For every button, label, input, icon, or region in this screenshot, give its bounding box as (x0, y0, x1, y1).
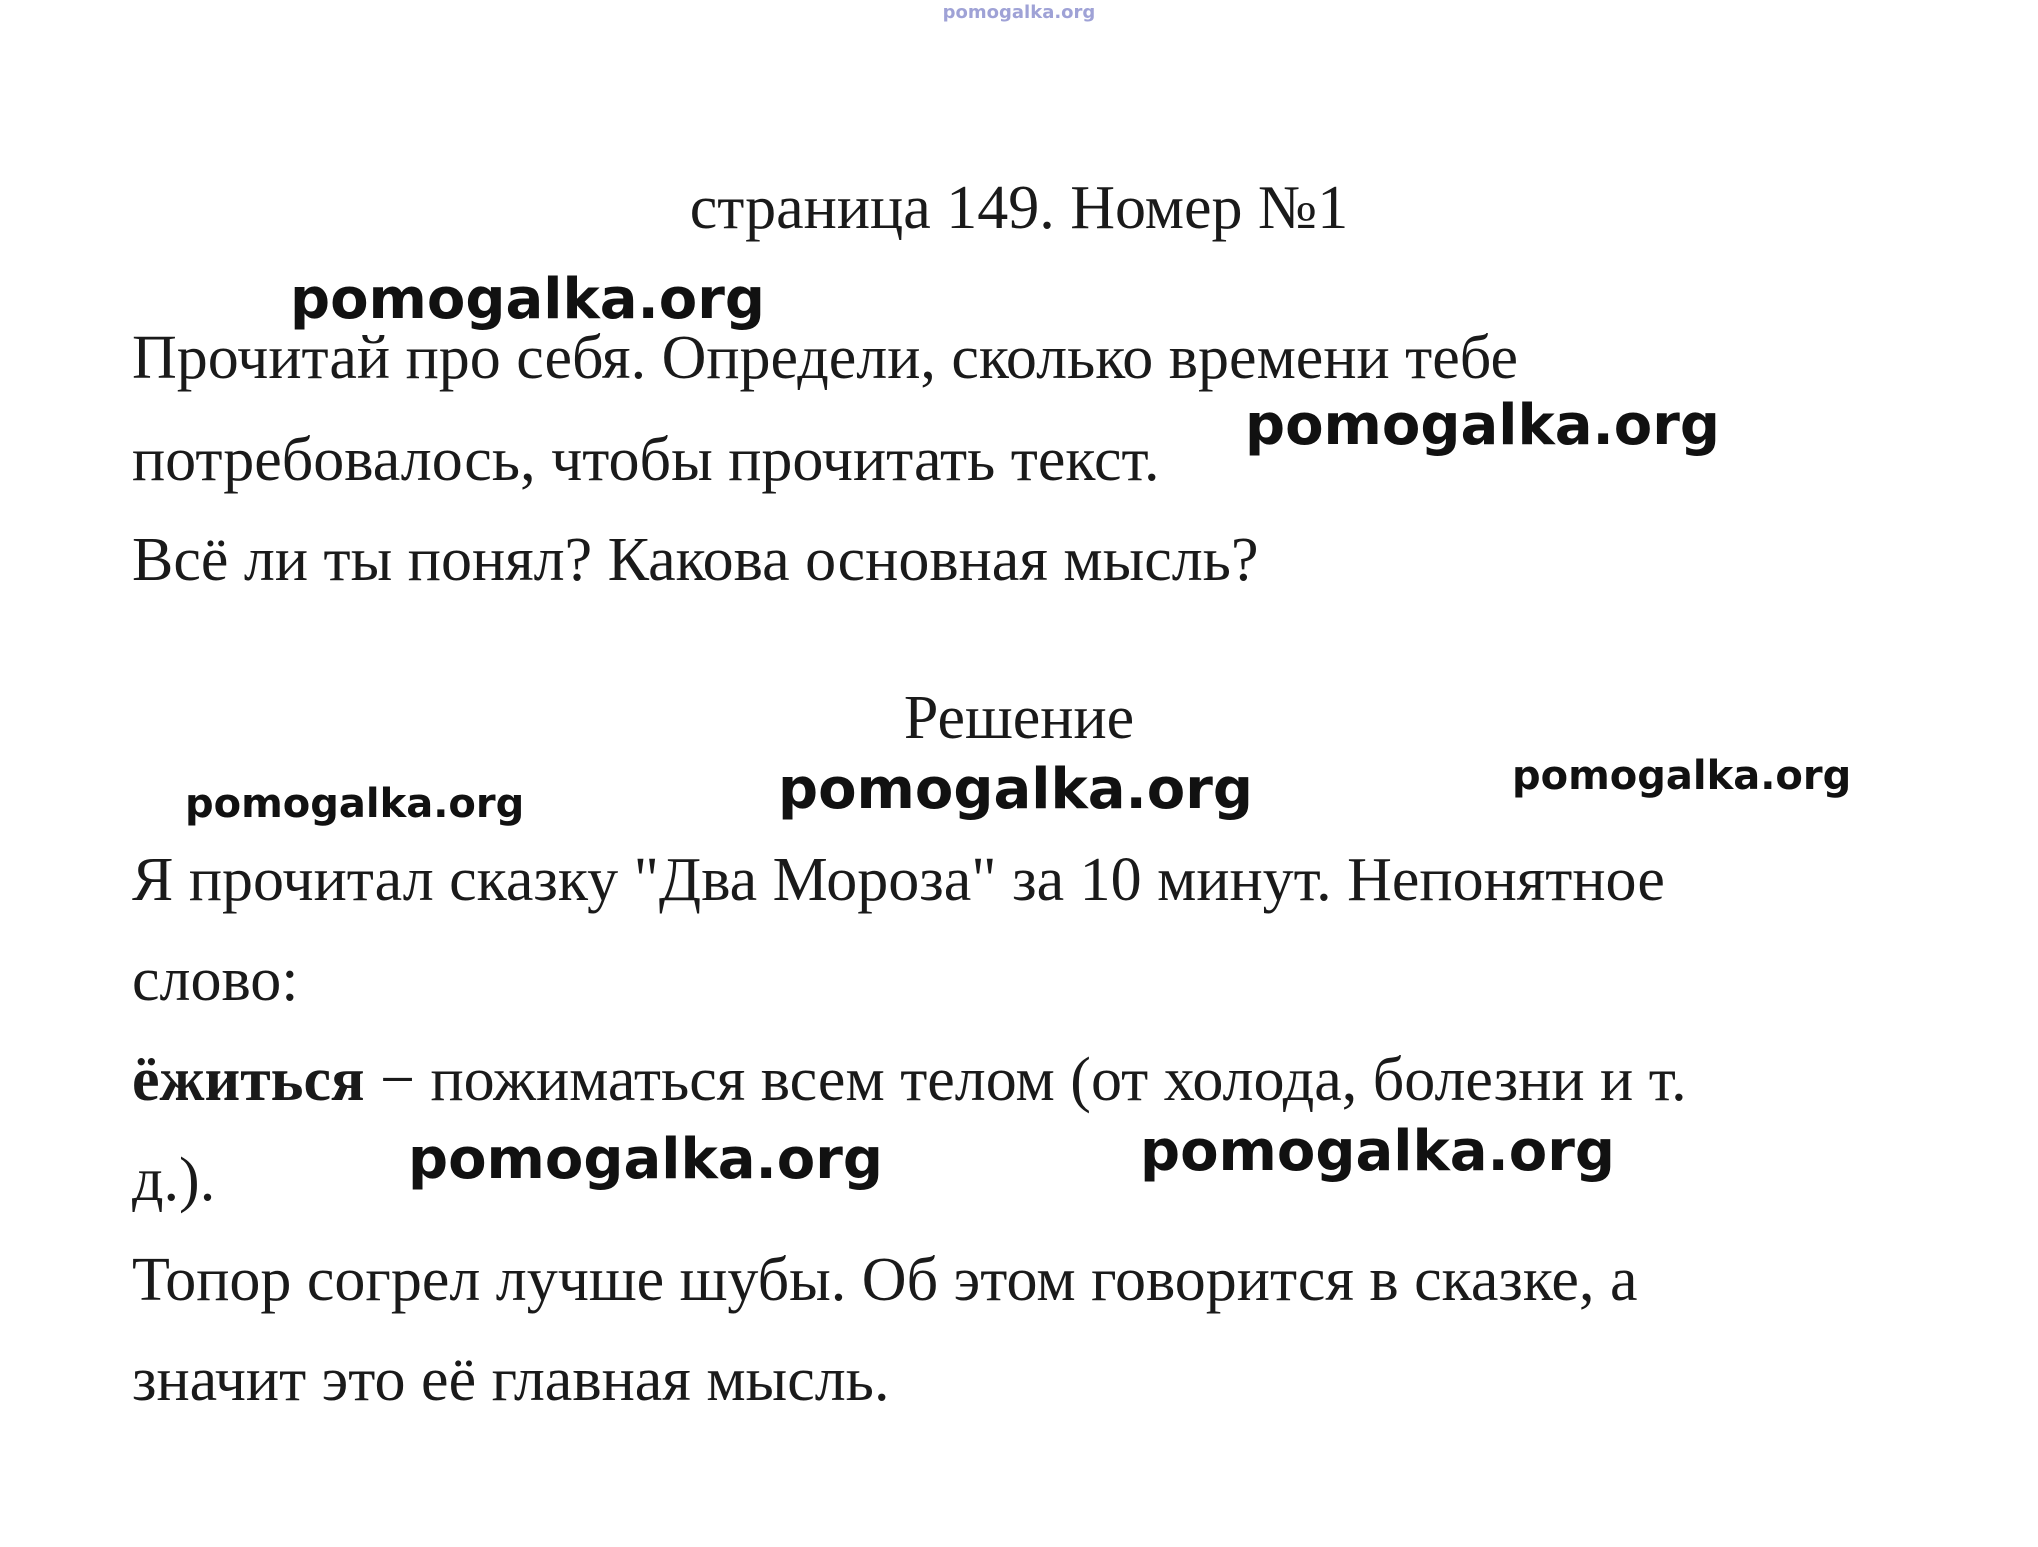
solution-heading: Решение (903, 684, 1135, 752)
solution-line-5: Топор согрел лучше шубы. Об этом говорится в сказке, а (132, 1246, 1638, 1314)
task-line-1: Прочитай про себя. Определи, сколько времени тебе (132, 324, 1519, 392)
task-line-2: потребовалось, чтобы прочитать текст. (132, 426, 1160, 494)
watermark: pomogalka.org (1245, 393, 1720, 458)
solution-line-1: Я прочитал сказку "Два Мороза" за 10 минут. Непонятное (132, 846, 1665, 914)
watermark: pomogalka.org (290, 267, 765, 332)
term-definition: − пожиматься всем телом (от холода, болезни и т. (364, 1046, 1687, 1114)
top-watermark: pomogalka.org (942, 2, 1096, 23)
definition-continuation: д.). (132, 1146, 216, 1214)
solution-line-2: слово: (132, 946, 299, 1014)
watermark: pomogalka.org (408, 1127, 883, 1192)
task-line-3: Всё ли ты понял? Какова основная мысль? (132, 526, 1259, 594)
watermark: pomogalka.org (1512, 753, 1852, 799)
watermark: pomogalka.org (778, 757, 1253, 822)
watermark: pomogalka.org (185, 781, 525, 827)
watermark: pomogalka.org (1140, 1119, 1615, 1184)
page-title: страница 149. Номер №1 (689, 174, 1349, 242)
solution-line-6: значит это её главная мысль. (132, 1346, 890, 1414)
definition-line (132, 1040, 1687, 1120)
defined-term: ёжиться (132, 1046, 365, 1114)
